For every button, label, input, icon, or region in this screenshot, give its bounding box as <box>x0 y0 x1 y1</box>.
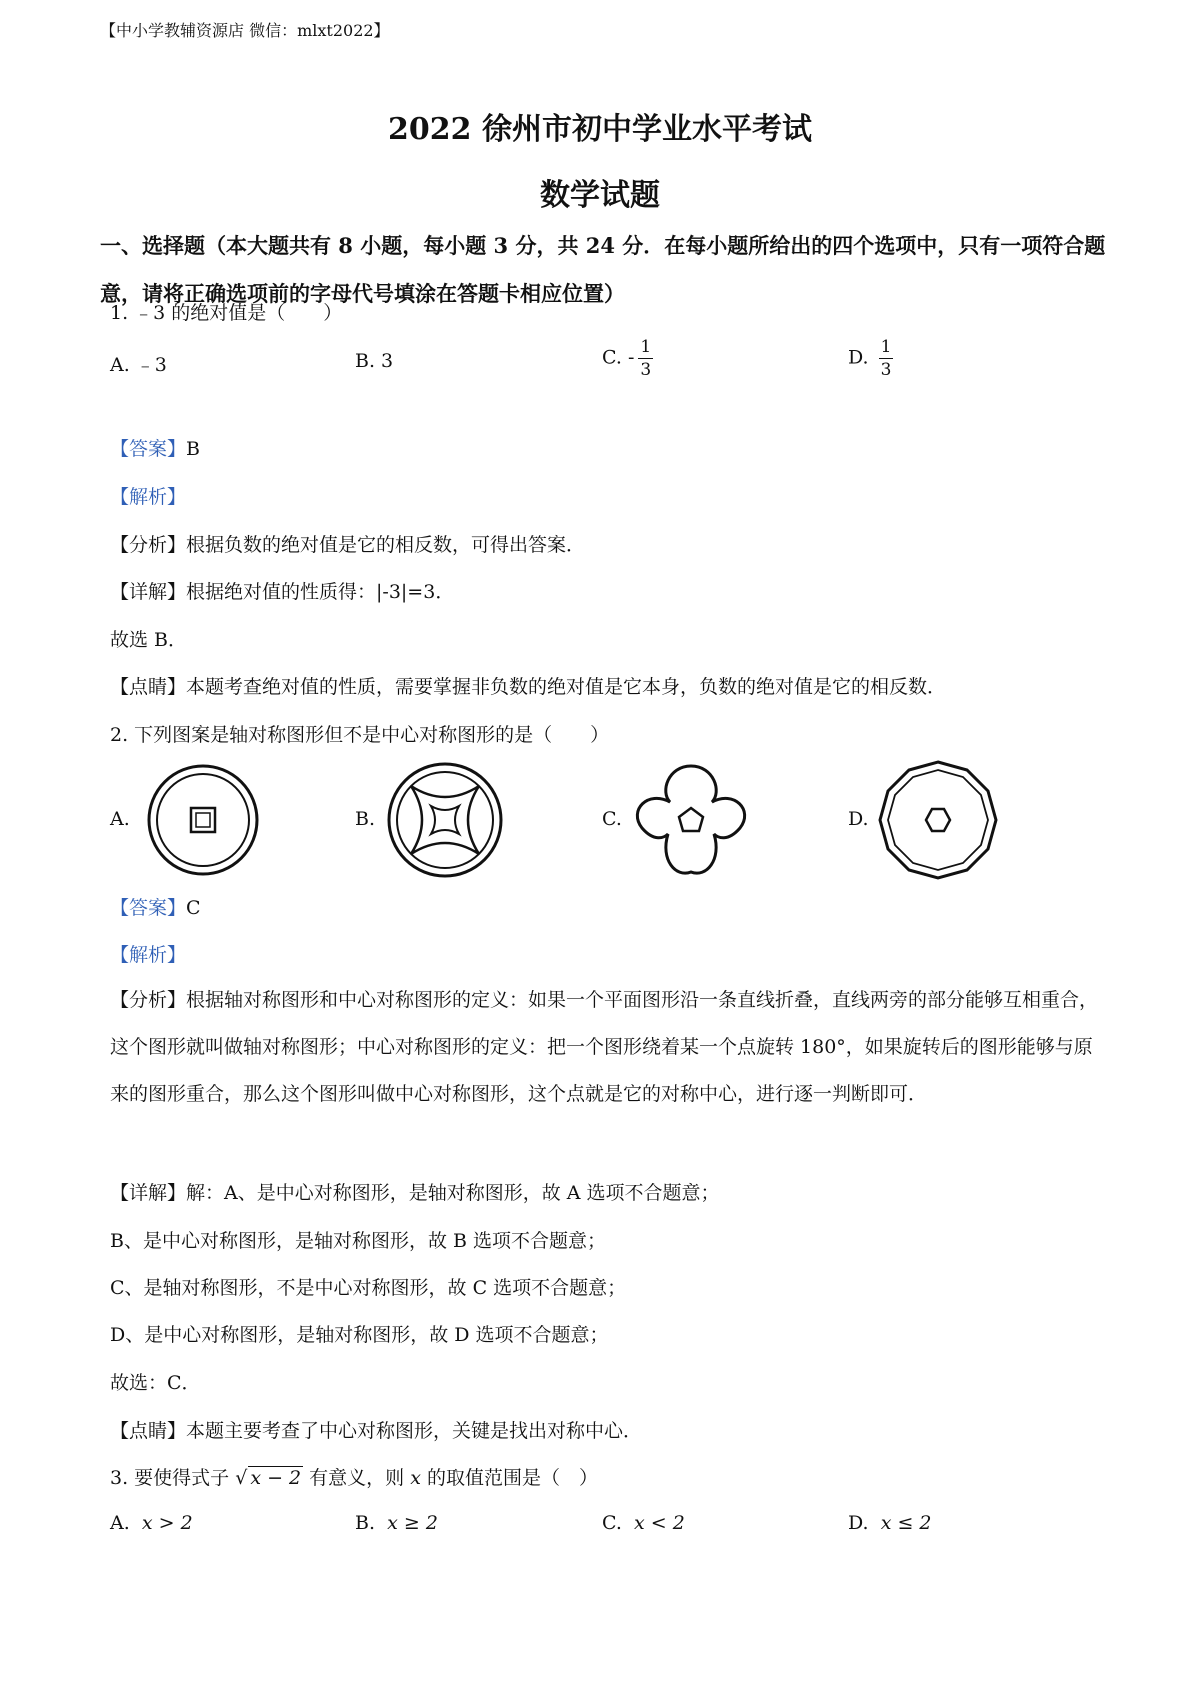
header-note: 【中小学教辅资源店 微信：mlxt2022】 <box>100 21 390 40</box>
q3-option-c-expr: x < 2 <box>634 1512 685 1534</box>
q3-option-d <box>848 1512 932 1534</box>
coin-curved-square-figure <box>385 760 505 880</box>
q3-option-d-label: D. <box>848 1512 869 1534</box>
section-heading: 一、选择题（本大题共有 8 小题，每小题 3 分，共 24 分．在每小题所给出的四个选项中，只有一项符合题意，请将正确选项前的字母代号填涂在答题卡相应位置） <box>100 233 1106 306</box>
q2-label-a: A. <box>110 808 130 830</box>
sqrt-sign: √ <box>235 1467 248 1489</box>
q1-option-c-prefix: C. - <box>602 346 635 369</box>
q2-label-d: D. <box>848 808 869 830</box>
fraction-c-num: 1 <box>640 337 652 357</box>
answer-value: B <box>186 438 200 460</box>
q2-label-c: C. <box>602 808 622 830</box>
coin-square-hole-figure <box>145 762 261 878</box>
q3-option-c-label: C. <box>602 1512 622 1534</box>
q2-detail-3: C、是轴对称图形，不是中心对称图形，故 C 选项不合题意； <box>110 1277 627 1299</box>
q2-answer <box>110 893 201 920</box>
fraction-c <box>638 336 653 381</box>
q3-option-a-expr: x > 2 <box>141 1512 193 1534</box>
fraction-d-num: 1 <box>880 337 892 357</box>
q2-guxuan: 故选：C． <box>110 1372 201 1394</box>
answer-tag: 【答案】 <box>110 438 187 460</box>
q3-variable: x <box>410 1467 421 1489</box>
sqrt-content: x − 2 <box>250 1467 302 1489</box>
q2-detail-2: B、是中心对称图形，是轴对称图形，故 B 选项不合题意； <box>110 1230 607 1252</box>
q1-option-d <box>848 336 893 381</box>
q3-option-a <box>110 1512 193 1534</box>
q1-fenxi: 【分析】根据负数的绝对值是它的相反数，可得出答案． <box>110 534 586 556</box>
q2-stem: 2. 下列图案是轴对称图形但不是中心对称图形的是（ ） <box>110 724 610 746</box>
q2-fenxi: 【分析】根据轴对称图形和中心对称图形的定义：如果一个平面图形沿一条直线折叠，直线两旁的部分能够互相重合，这个图形就叫做轴对称图形；中心对称图形的定义：把一个图形绕着某一个点旋转 180°，如果旋转后的图形能够与原来的图形重合，那么这个图形叫做中心对称图形，这个点就是它的对称中心，进行逐一判断即可． <box>110 989 1099 1105</box>
q3-stem-mid: 有意义，则 <box>303 1467 411 1489</box>
answer-tag: 【答案】 <box>110 897 187 919</box>
fraction-d-den: 3 <box>880 360 892 380</box>
q1-guxuan: 故选 B． <box>110 629 188 651</box>
q3-stem-after: 的取值范围是（ ） <box>420 1467 598 1489</box>
q3-option-b-label: B. <box>355 1512 376 1534</box>
q1-option-a: A. ﹣3 <box>110 354 167 376</box>
q2-detail-4: D、是中心对称图形，是轴对称图形，故 D 选项不合题意； <box>110 1324 609 1346</box>
q3-stem-before: 3. 要使得式子 <box>110 1467 236 1489</box>
fraction-c-den: 3 <box>640 360 652 380</box>
q3-option-b-expr: x ≥ 2 <box>387 1512 438 1534</box>
q3-option-d-expr: x ≤ 2 <box>880 1512 932 1534</box>
answer-value: C <box>186 897 201 919</box>
dodecagon-hexagon-figure <box>878 760 998 880</box>
q1-analysis-tag: 【解析】 <box>110 486 187 508</box>
q3-option-a-label: A. <box>110 1512 130 1534</box>
q1-answer <box>110 434 200 461</box>
q1-option-d-prefix: D. <box>848 346 875 369</box>
q2-dianjing: 【点睛】本题主要考查了中心对称图形，关键是找出对称中心． <box>110 1420 643 1442</box>
q1-option-b: B. 3 <box>355 350 394 372</box>
q1-option-c <box>602 336 653 381</box>
q1-stem: 1. ﹣3 的绝对值是（ ） <box>110 302 343 324</box>
q2-detail-1: 【详解】解：A、是中心对称图形，是轴对称图形，故 A 选项不合题意； <box>110 1182 720 1204</box>
q2-label-b: B. <box>355 808 376 830</box>
q2-analysis-tag: 【解析】 <box>110 944 187 966</box>
page-title: 2022 徐州市初中学业水平考试 <box>388 112 812 147</box>
q3-stem <box>110 1463 598 1490</box>
q3-option-b <box>355 1512 438 1534</box>
fraction-d <box>879 336 894 381</box>
flower-pentagon-figure <box>630 760 752 882</box>
q3-option-c <box>602 1512 685 1534</box>
q1-xiangjie: 【详解】根据绝对值的性质得：|-3|=3． <box>110 581 455 603</box>
page-subtitle: 数学试题 <box>540 178 660 213</box>
q1-dianjing: 【点睛】本题考查绝对值的性质，需要掌握非负数的绝对值是它本身，负数的绝对值是它的相反数． <box>110 676 947 698</box>
